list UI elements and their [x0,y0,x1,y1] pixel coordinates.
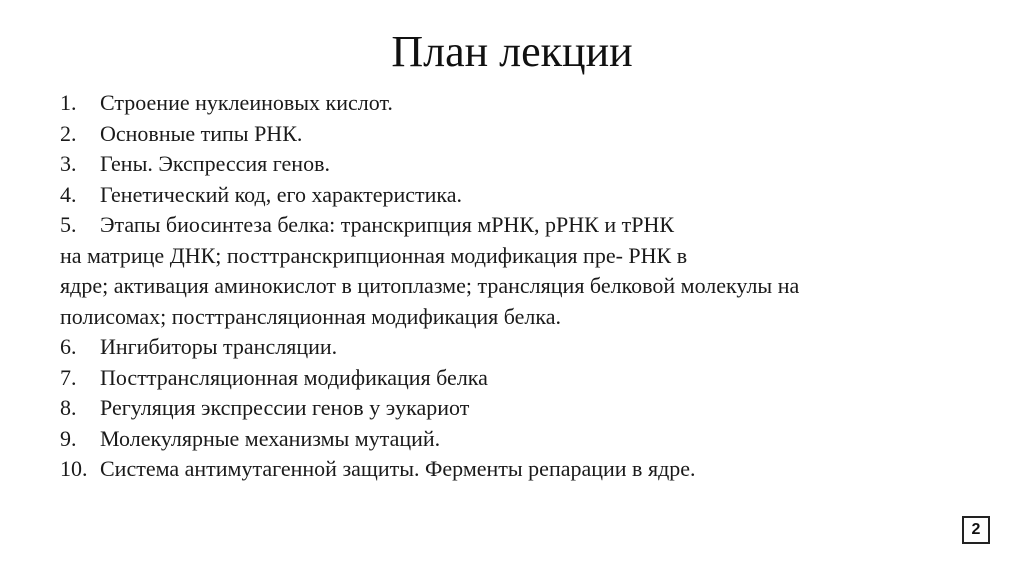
list-item-text: Гены. Экспрессия генов. [100,151,330,176]
list-item-continuation: на матрице ДНК; посттранскрипционная модификация пре- РНК в [60,242,688,268]
list-item-text: Посттрансляционная модификация белка [100,364,488,390]
list-item-number: 6. [60,334,77,359]
list-item-number: 4. [60,181,77,207]
list-item [60,454,990,485]
slide-title: План лекции [391,27,633,76]
list-item-text: Регуляция экспрессии генов у эукариот [100,395,470,420]
lecture-outline-list [60,88,990,485]
list-item-text: Система антимутагенной защиты. Ферменты репарации в ядре. [100,456,696,481]
list-item-number: 8. [60,395,77,420]
list-item-text: Основные типы РНК. [100,120,303,146]
list-item [60,210,990,241]
list-item-text: Генетический код, его характеристика. [100,181,463,207]
list-item-number: 2. [60,120,77,146]
list-item-text: Строение нуклеиновых кислот. [100,90,393,115]
list-item-number: 1. [60,90,77,115]
list-item [60,393,990,424]
list-item-text: Ингибиторы трансляции. [100,334,338,359]
list-item-continuation: полисомах; посттрансляционная модификация белка. [60,303,562,329]
list-item [60,119,990,150]
list-item [60,424,990,455]
list-item [60,180,990,211]
list-item-number: 7. [60,364,77,390]
list-item [60,149,990,180]
list-item [60,363,990,394]
list-item [60,88,990,119]
list-item-number: 10. [60,456,88,481]
list-item-continuation: ядре; активация аминокислот в цитоплазме; трансляция белковой молекулы на [60,273,800,298]
list-item-number: 3. [60,151,77,176]
list-item [60,332,990,363]
list-item-number: 9. [60,425,77,451]
page-number-badge: 2 [962,516,990,544]
list-item-text: Молекулярные механизмы мутаций. [100,425,441,451]
list-item-text: Этапы биосинтеза белка: транскрипция мРНК, рРНК и тРНК [100,212,675,237]
list-item-number: 5. [60,212,77,237]
